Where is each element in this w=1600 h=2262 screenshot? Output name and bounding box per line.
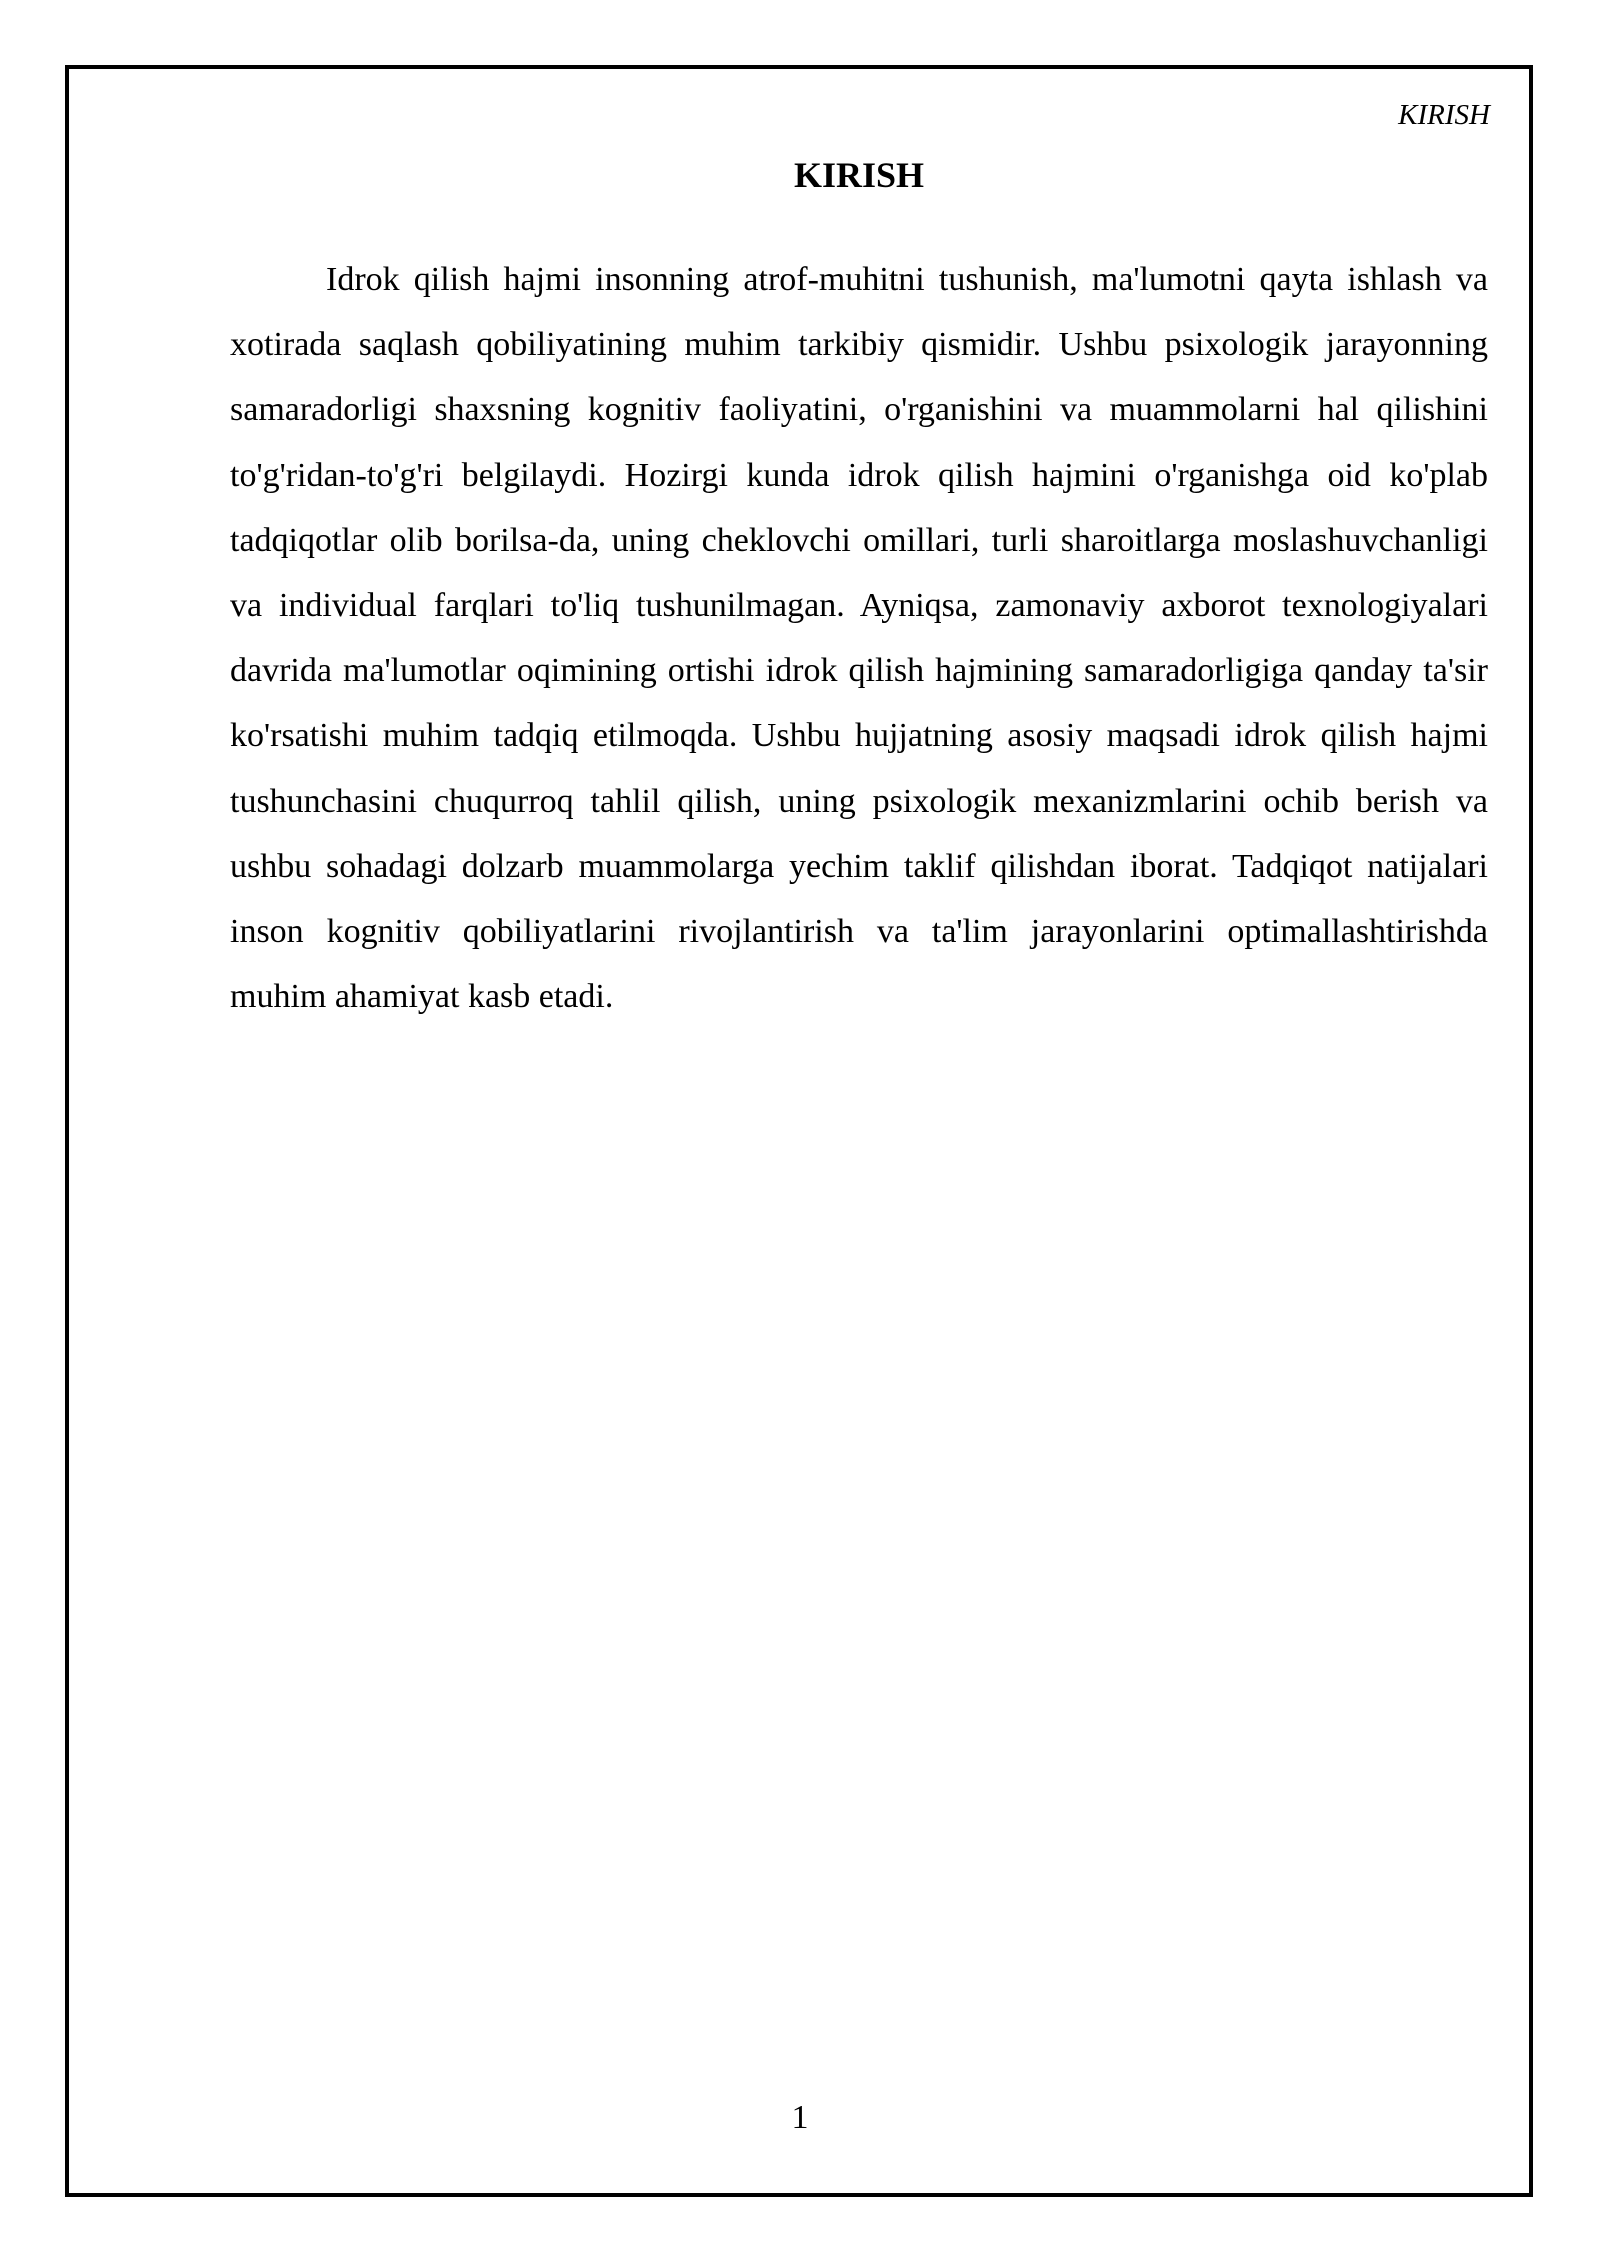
- running-header: KIRISH: [1398, 99, 1490, 131]
- page-number: 1: [791, 2099, 809, 2136]
- body-paragraph: Idrok qilish hajmi insonning atrof-muhitni tushunish, ma'lumotni qayta ishlash va xotirada saqlash qobiliyatining muhim tarkibiy qismidir. Ushbu psixologik jarayonning samaradorligi shaxsning kognitiv faoliyatini, o'rganishini va muammolarni hal qilishini to'g'ridan-to'g'ri belgilaydi. Hozirgi kunda idrok qilish hajmini o'rganishga oid ko'plab tadqiqotlar olib borilsa-da, uning cheklovchi omillari, turli sharoitlarga moslashuvchanligi va individual farqlari to'liq tushunilmagan. Ayniqsa, zamonaviy axborot texnologiyalari davrida ma'lumotlar oqimining ortishi idrok qilish hajmining samaradorligiga qanday ta'sir ko'rsatishi muhim tadqiq etilmoqda. Ushbu hujjatning asosiy maqsadi idrok qilish hajmi tushunchasini chuqurroq tahlil qilish, uning psixologik mexanizmlarini ochib berish va ushbu sohadagi dolzarb muammolarga yechim taklif qilishdan iborat. Tadqiqot natijalari inson kognitiv qobiliyatlarini rivojlantirish va ta'lim jarayonlarini optimallashtirishda muhim ahamiyat kasb etadi.: [230, 261, 1488, 1016]
- page-title: KIRISH: [793, 155, 925, 195]
